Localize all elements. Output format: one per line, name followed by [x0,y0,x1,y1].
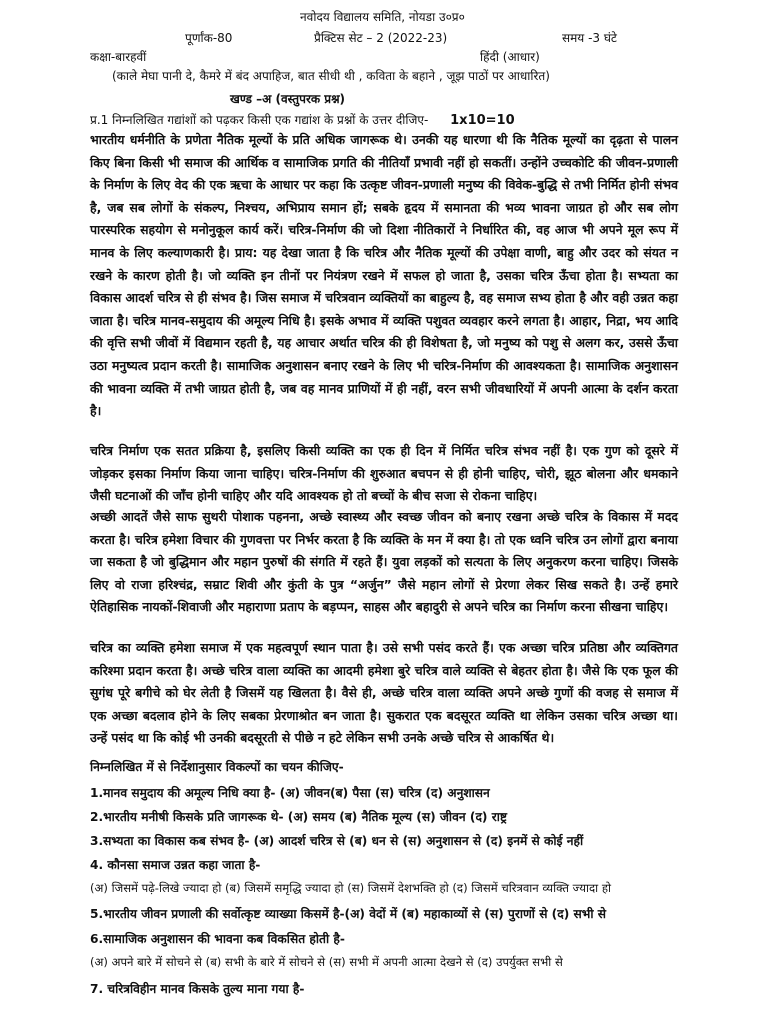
question-item: 3.सभ्यता का विकास कब संभव है- (अ) आदर्श चरित्र से (ब) धन से (स) अनुशासन से (द) इनमें से कोई नहीं [90,834,584,848]
class-label: कक्षा-बारहवीं [90,50,147,64]
question-item: (अ) अपने बारे में सोचने से (ब) सभी के बारे में सोचने से (स) सभी में अपनी आत्मा देखने से (द) उपर्युक्त सभी से [90,955,563,969]
question-item: 2.भारतीय मनीषी किसके प्रति जागरूक थे- (अ) समय (ब) नैतिक मूल्य (स) जीवन (द) राष्ट्र [90,810,507,824]
marks-scheme: 1x10=10 [450,113,515,128]
section-instruction [90,111,515,128]
question-item: (अ) जिसमें पढ़े-लिखे ज्यादा हो (ब) जिसमें समृद्धि ज्यादा हो (स) जिसमें देशभक्ति हो (द) जिसमें चरित्रवान व्यक्ति ज्यादा हो [90,881,611,895]
total-marks: पूर्णांक-80 [185,31,233,45]
question-item: 6.सामाजिक अनुशासन की भावना कब विकसित होती है- [90,932,345,946]
question-item: 1.मानव समुदाय की अमूल्य निधि क्या है- (अ) जीवन(ब) पैसा (स) चरित्र (द) अनुशासन [90,786,490,800]
question-item: 7. चरित्रविहीन मानव किसके तुल्य माना गया है- [90,982,305,996]
passage-paragraph: अच्छी आदतें जैसे साफ सुथरी पोशाक पहनना, अच्छे स्वास्थ्य और स्वच्छ जीवन को बनाए रखना अच्छे चरित्र के विकास में मदद करता है। चरित्र हमेशा विचार की गुणवत्ता पर निर्भर करता है कि व्यक्ति के मन में क्या है। तो एक ध्वनि चरित्र उन लोगों द्वारा बनाया जा सकता है जो बुद्धिमान और महान पुरुषों की संगति में रहते हैं। युवा लड़कों को सत्यता के लिए अनुकरण करना चाहिए। जिसके लिए वो राजा हरिश्चंद्र, सम्राट शिवी और कुंती के पुत्र “अर्जुन” जैसे महान लोगों से प्रेरणा लेकर सिख सकते है। उन्हें हमारे ऐतिहासिक नायकों-शिवाजी और महाराणा प्रताप के बड़प्पन, साहस और बहादुरी से अपने चरित्र का निर्माण करना सीखना चाहिए। [90,509,678,615]
instruction-text: प्र.1 निम्नलिखित गद्यांशों को पढ़कर किसी एक गद्यांश के प्रश्नों के उत्तर दीजिए- [90,113,429,127]
passage-paragraph: चरित्र निर्माण एक सतत प्रक्रिया है, इसलिए किसी व्यक्ति का एक ही दिन में निर्मित चरित्र संभव नहीं है। एक गुण को दूसरे में जोड़कर इसका निर्माण किया जाना चाहिए। चरित्र-निर्माण की शुरुआत बचपन से ही होनी चाहिए, चोरी, झूठ बोलना और धमकाने जैसी घटनाओं की जाँच होनी चाहिए और यदि आवश्यक हो तो बच्चों के बीच सजा से रोकना चाहिए। [90,443,678,504]
passage-paragraph: चरित्र का व्यक्ति हमेशा समाज में एक महत्वपूर्ण स्थान पाता है। उसे सभी पसंद करते हैं। एक अच्छा चरित्र प्रतिष्ठा और व्यक्तिगत करिश्मा प्रदान करता है। अच्छे चरित्र वाला व्यक्ति का आदमी हमेशा बुरे चरित्र वाले व्यक्ति से बेहतर होता है। जैसे कि एक फूल की सुगंध पूरे बगीचे को घेर लेती है जिसमें यह खिलता है। वैसे ही, अच्छे चरित्र वाला व्यक्ति अपने अच्छे गुणों की वजह से समाज में एक अच्छा बदलाव होने के लिए सबका प्रेरणाश्रोत बन जाता है। सुकरात एक बदसूरत व्यक्ति था लेकिन उसका चरित्र अच्छा था। उन्हें पसंद था कि कोई भी उनकी बदसूरती से पीछे न हटे लेकिन सभी उनके अच्छे चरित्र से आकर्षित थे। [90,640,678,746]
question-item: 4. कौनसा समाज उन्नत कहा जाता है- [90,858,261,872]
subject-label: हिंदी (आधार) [480,50,540,64]
syllabus-line: (काले मेघा पानी दे, कैमरे में बंद अपाहिज, बात सीधी थी , कविता के बहाने , जूझ पाठों पर आधारित) [112,69,550,83]
org-title: नवोदय विद्यालय समिति, नोयडा उ०प्र० [300,10,465,24]
questions-intro: निम्नलिखित में से निर्देशानुसार विकल्पों का चयन कीजिए- [90,760,344,774]
section-title: खण्ड –अ (वस्तुपरक प्रश्न) [230,92,346,106]
time-limit: समय -3 घंटे [562,31,617,45]
passage-paragraph: भारतीय धर्मनीति के प्रणेता नैतिक मूल्यों के प्रति अधिक जागरूक थे। उनकी यह धारणा थी कि नैतिक मूल्यों का दृढ़ता से पालन किए बिना किसी भी समाज की आर्थिक व सामाजिक प्रगति की नीतियाँ प्रभावी नहीं हो सकतीं। उन्होंने उच्चकोटि की जीवन-प्रणाली के निर्माण के लिए वेद की एक ऋचा के आधार पर कहा कि उत्कृष्ट जीवन-प्रणाली मनुष्य की विवेक-बुद्धि से तभी निर्मित होनी संभव है, जब सब लोगों के संकल्प, निश्चय, अभिप्राय समान हों; सबके हृदय में समानता की भव्य भावना जाग्रत हो और सब लोग पारस्परिक सहयोग से मनोनुकूल कार्य करें। चरित्र-निर्माण की जो दिशा नीतिकारों ने निर्धारित की, वह आज भी अपने मूल रूप में मानव के लिए कल्याणकारी है। प्राय: यह देखा जाता है कि चरित्र और नैतिक मूल्यों की उपेक्षा वाणी, बाहु और उदर को संयत न रखने के कारण होती है। जो व्यक्ति इन तीनों पर नियंत्रण रखने में सफल हो जाता है, उसका चरित्र ऊँचा होता है। सभ्यता का विकास आदर्श चरित्र से ही संभव है। जिस समाज में चरित्रवान व्यक्तियों का बाहुल्य है, वह समाज सभ्य होता है और वही उन्नत कहा जाता है। चरित्र मानव-समुदाय की अमूल्य निधि है। इसके अभाव में व्यक्ति पशुवत व्यवहार करने लगता है। आहार, निद्रा, भय आदि की वृत्ति सभी जीवों में विद्यमान रहती है, यह आचार अर्थात चरित्र की ही विशेषता है, जो मनुष्य को पशु से अलग कर, उससे ऊँचा उठा मनुष्यत्व प्रदान करती है। सामाजिक अनुशासन बनाए रखने के लिए भी चरित्र-निर्माण की आवश्यकता है। सामाजिक अनुशासन की भावना व्यक्ति में तभी जाग्रत होती है, जब वह मानव प्राणियों में ही नहीं, वरन सभी जीवधारियों में अपनी आत्मा के दर्शन करता है। [90,132,678,419]
question-item: 5.भारतीय जीवन प्रणाली की सर्वोत्कृष्ट व्याख्या किसमें है-(अ) वेदों में (ब) महाकाव्यों से (स) पुराणों से (द) सभी से [90,907,606,921]
practice-set: प्रैक्टिस सेट – 2 (2022-23) [314,31,448,45]
